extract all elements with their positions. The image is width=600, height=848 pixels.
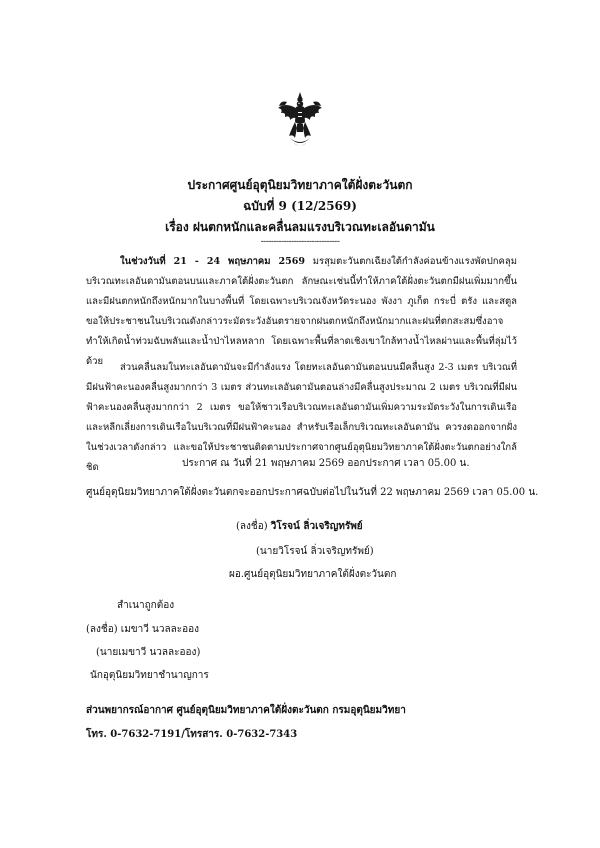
- signatory-position: ผอ.ศูนย์อุตุนิยมวิทยาภาคใต้ฝั่งตะวันตก: [229, 569, 397, 580]
- certified-copy-label: สำเนาถูกต้อง: [117, 600, 175, 611]
- signed-label: (ลงชื่อ): [236, 521, 268, 532]
- announcement-title: ประกาศศูนย์อุตุนิยมวิทยาภาคใต้ฝั่งตะวันตก: [187, 178, 413, 192]
- announcement-subject: เรื่อง ฝนตกหนักและคลื่นลมแรงบริเวณทะเลอันดามัน: [165, 220, 435, 234]
- footer-org: ส่วนพยากรณ์อากาศ ศูนย์อุตุนิยมวิทยาภาคใต้ฝั่งตะวันตก กรมอุตุนิยมวิทยา: [86, 705, 406, 716]
- signatory-name: วิโรจน์ ลิ่วเจริญทรัพย์: [270, 521, 363, 532]
- footer-contact: โทร. 0-7632-7191/โทรสาร. 0-7632-7343: [86, 729, 298, 740]
- certified-position: นักอุตุนิยมวิทยาชำนาญการ: [90, 670, 209, 681]
- paragraph-rain-text: มรสุมตะวันตกเฉียงใต้กำลังค่อนข้างแรงพัดปกคลุมบริเวณทะเลอันดามันตอนบนและภาคใต้ฝั่งตะวันตก ลักษณะเช่นนี้ทำให้ภาคใต้ฝั่งตะวันตกมีฝนเพิ่มมากขึ้นและมีฝนตกหนักถึงหนักมากในบางพื้นที่ โดยเฉพาะบริเวณจังหวัดระนอง พังงา ภูเก็ต กระบี่ ตรัง และสตูล ขอให้ประชาชนในบริเวณดังกล่าวระมัดระวังอันตรายจากฝนตกหนักถึงหนักมากและฝนที่ตกสะสมซึ่งอาจทำให้เกิดน้ำท่วมฉับพลันและน้ำป่าไหลหลาก โดยเฉพาะพื้นที่ลาดเชิงเขาใกล้ทางน้ำไหลผ่านและพื้นที่ลุ่มไว้ด้วย: [86, 256, 517, 367]
- signature-line: [236, 520, 363, 534]
- certified-full-name: (นายเมขาวี นวลละออง): [96, 647, 201, 658]
- paragraph-rain: [86, 252, 517, 372]
- announcement-number: ฉบับที่ 9 (12/2569): [243, 199, 357, 213]
- garuda-emblem-icon: [275, 90, 325, 150]
- announce-date: ประกาศ ณ วันที่ 21 พฤษภาคม 2569 ออกประกาศ เวลา 05.00 น.: [182, 458, 470, 469]
- certified-signed: (ลงชื่อ) เมขาวี นวลละออง: [86, 624, 200, 635]
- title-separator: -------------------------------: [260, 237, 340, 247]
- paragraph-waves-text: ส่วนคลื่นลมในทะเลอันดามันจะมีกำลังแรง โดยทะเลอันดามันตอนบนมีคลื่นสูง 2-3 เมตร บริเวณที่มีฝนฟ้าคะนองคลื่นสูงมากกว่า 3 เมตร ส่วนทะเลอันดามันตอนล่างมีคลื่นสูงประมาณ 2 เมตร บริเวณที่มีฝนฟ้าคะนองคลื่นสูงมากกว่า 2 เมตร ขอให้ชาวเรือบริเวณทะเลอันดามันเพิ่มความระมัดระวังในการเดินเรือและหลีกเลี่ยงการเดินเรือในบริเวณที่มีฝนฟ้าคะนอง สำหรับเรือเล็กบริเวณทะเลอันดามัน ควรงดออกจากฝั่งในช่วงเวลาดังกล่าว และขอให้ประชาชนติดตามประกาศจากศูนย์อุตุนิยมวิทยาภาคใต้ฝั่งตะวันตกอย่างใกล้ชิด: [86, 362, 517, 473]
- signatory-full-name: (นายวิโรจน์ ลิ่วเจริญทรัพย์): [256, 546, 374, 557]
- paragraph-rain-lead: ในช่วงวันที่ 21 - 24 พฤษภาคม 2569: [120, 256, 305, 267]
- next-announcement: ศูนย์อุตุนิยมวิทยาภาคใต้ฝั่งตะวันตกจะออกประกาศฉบับต่อไปในวันที่ 22 พฤษภาคม 2569 เวลา 05.00 น.: [86, 487, 539, 498]
